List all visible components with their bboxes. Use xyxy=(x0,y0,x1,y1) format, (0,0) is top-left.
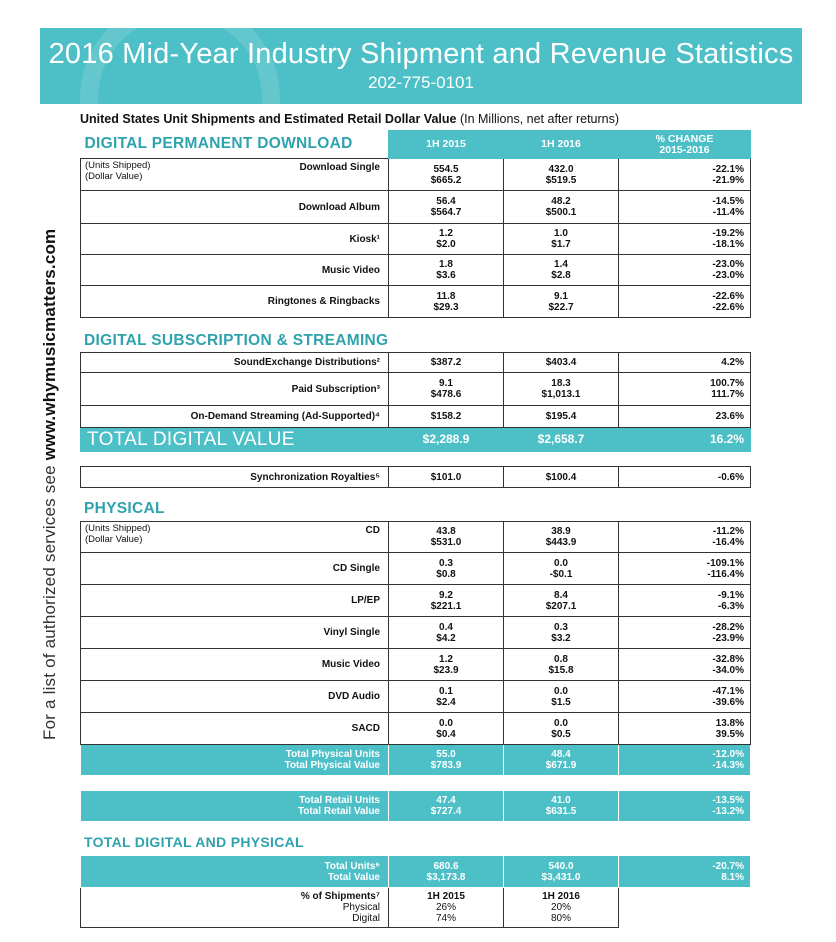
table-row: Paid Subscription³ 9.1 $478.6 18.3 $1,013.1 100.7% 111.7% xyxy=(81,373,751,406)
col-change: % CHANGE 2015-2016 xyxy=(619,131,751,159)
shipments-share-row: % of Shipments⁷ Physical Digital 1H 2015 26% 74% 1H 2016 20% 80% xyxy=(81,888,751,928)
total-digital-row: TOTAL DIGITAL VALUE $2,288.9 $2,658.7 16.2% xyxy=(81,428,751,452)
sync-table xyxy=(80,466,751,488)
section-title-physical: PHYSICAL xyxy=(84,500,165,517)
table-row: On-Demand Streaming (Ad-Supported)⁴ $158.2 $195.4 23.6% xyxy=(81,406,751,428)
retail-table xyxy=(80,790,751,822)
physical-table xyxy=(80,521,751,776)
units-note: (Units Shipped) (Dollar Value) xyxy=(85,523,151,545)
total-physical-row: Total Physical Units Total Physical Value 55.0 $783.9 48.4 $671.9 -12.0% -14.3% xyxy=(81,745,751,776)
table-row: Download Album 56.4 $564.7 48.2 $500.1 -14.5% -11.4% xyxy=(81,191,751,224)
section-title-streaming: DIGITAL SUBSCRIPTION & STREAMING xyxy=(84,332,389,349)
section-title-total-dp: TOTAL DIGITAL AND PHYSICAL xyxy=(84,834,304,850)
units-note: (Units Shipped) (Dollar Value) xyxy=(85,160,151,182)
website-link[interactable]: www.whymusicmatters.com xyxy=(40,228,59,461)
side-note-prefix: For a list of authorized services see xyxy=(40,460,59,740)
header-banner xyxy=(40,28,802,104)
table-row: Synchronization Royalties⁵ $101.0 $100.4 -0.6% xyxy=(81,467,751,488)
table-row: LP/EP 9.2 $221.1 8.4 $207.1 -9.1% -6.3% xyxy=(81,585,751,617)
table-subtitle xyxy=(80,112,750,126)
side-note xyxy=(40,180,66,740)
phone-number: 202-775-0101 xyxy=(368,73,474,92)
download-table xyxy=(80,130,751,318)
page-title: 2016 Mid-Year Industry Shipment and Revenue Statistics xyxy=(48,38,794,70)
table-row: SoundExchange Distributions² $387.2 $403.4 4.2% xyxy=(81,353,751,373)
subtitle-rest: (In Millions, net after returns) xyxy=(456,112,620,126)
total-retail-row: Total Retail Units Total Retail Value 47.4 $727.4 41.0 $631.5 -13.5% -13.2% xyxy=(81,791,751,822)
table-row: DVD Audio 0.1 $2.4 0.0 $1.5 -47.1% -39.6% xyxy=(81,681,751,713)
table-row: Ringtones & Ringbacks 11.8 $29.3 9.1 $22.7 -22.6% -22.6% xyxy=(81,286,751,318)
table-row: Music Video 1.8 $3.6 1.4 $2.8 -23.0% -23.0% xyxy=(81,255,751,286)
table-row: (Units Shipped) (Dollar Value) CD 43.8 $531.0 38.9 $443.9 -11.2% -16.4% xyxy=(81,522,751,553)
table-row: CD Single 0.3 $0.8 0.0 -$0.1 -109.1% -116.4% xyxy=(81,553,751,585)
column-header-row xyxy=(81,131,751,159)
col-1h-2016: 1H 2016 xyxy=(504,131,619,159)
total-units-row: Total Units⁶ Total Value 680.6 $3,173.8 540.0 $3,431.0 -20.7% 8.1% xyxy=(81,856,751,888)
stats-content xyxy=(80,112,750,928)
total-dp-table xyxy=(80,855,751,928)
table-row: SACD 0.0 $0.4 0.0 $0.5 13.8% 39.5% xyxy=(81,713,751,745)
col-1h-2015: 1H 2015 xyxy=(389,131,504,159)
table-row: (Units Shipped) (Dollar Value) Download Single 554.5 $665.2 432.0 $519.5 -22.1% -21.9% xyxy=(81,159,751,191)
subtitle-bold: United States Unit Shipments and Estimated Retail Dollar Value xyxy=(80,112,457,126)
table-row: Kiosk¹ 1.2 $2.0 1.0 $1.7 -19.2% -18.1% xyxy=(81,224,751,255)
section-title-download: DIGITAL PERMANENT DOWNLOAD xyxy=(81,131,389,159)
table-row: Music Video 1.2 $23.9 0.8 $15.8 -32.8% -34.0% xyxy=(81,649,751,681)
streaming-table xyxy=(80,352,751,452)
table-row: Vinyl Single 0.4 $4.2 0.3 $3.2 -28.2% -23.9% xyxy=(81,617,751,649)
